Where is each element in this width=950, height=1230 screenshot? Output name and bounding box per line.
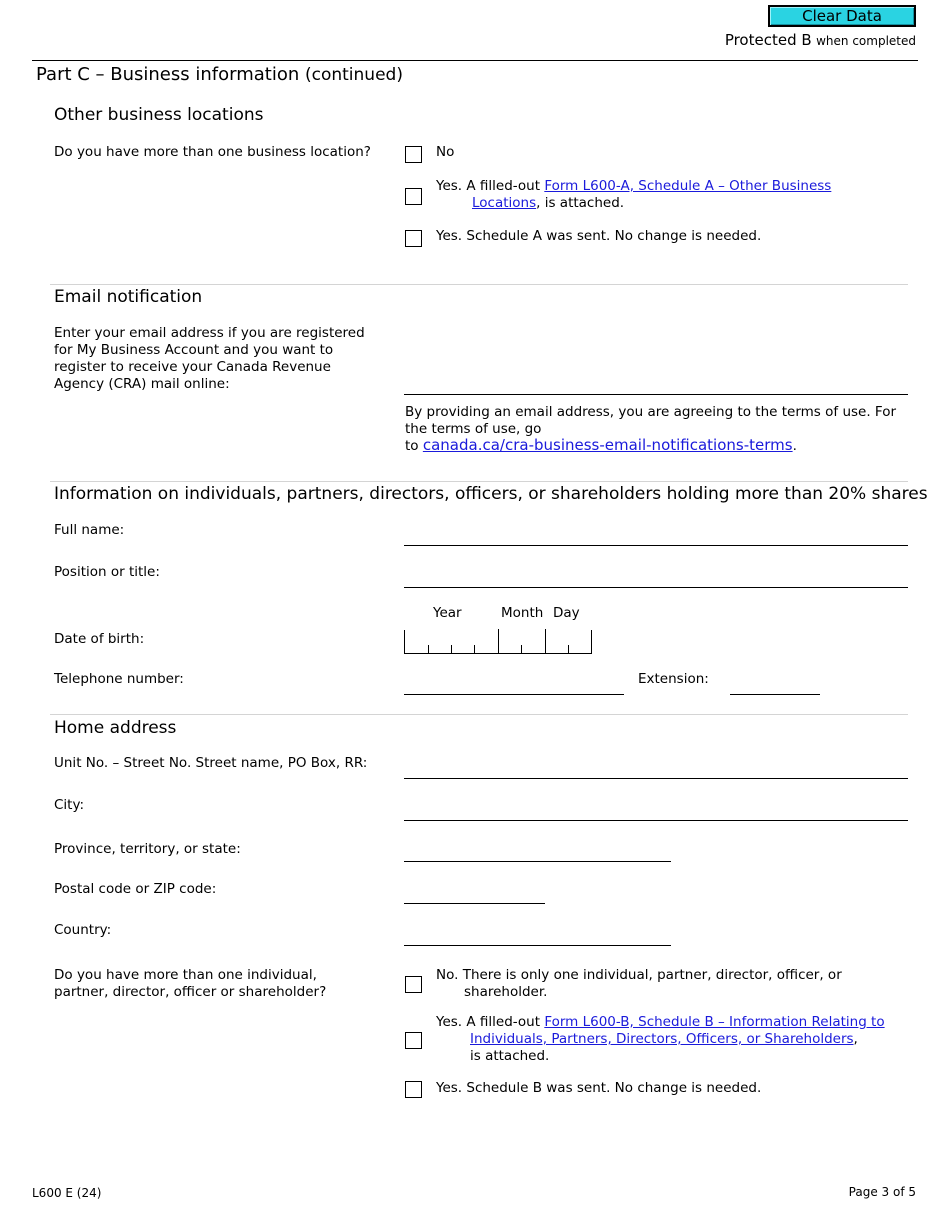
country-label: Country: [54,922,112,938]
page-number: Page 3 of 5 [848,1185,916,1199]
multiple-question-2: partner, director, officer or shareholder? [54,984,327,1000]
multiple-yes-sent-checkbox[interactable] [405,1081,422,1098]
dob-month-caption: Month [501,605,544,621]
multiple-no-label-2: shareholder. [464,984,548,1000]
schedule-b-link[interactable]: Form L600-B, Schedule B – Information Relating to [544,1014,885,1030]
email-prompt-1: Enter your email address if you are registered [54,325,365,341]
extension-label: Extension: [638,671,709,687]
email-prompt-2: for My Business Account and you want to [54,342,334,358]
multiple-question-1: Do you have more than one individual, [54,967,317,983]
country-input[interactable] [404,925,671,945]
email-prompt-4: Agency (CRA) mail online: [54,376,230,392]
location-yes-suffix: , is attached. [536,195,625,211]
section-divider [50,714,908,715]
email-terms-2: the terms of use, go [405,421,542,437]
dob-tick [451,645,452,653]
street-line [404,778,908,779]
dob-tick [474,645,475,653]
multiple-yes-prefix: Yes. A filled-out [436,1014,541,1030]
protected-b-label [725,31,916,49]
postal-line [404,903,545,904]
clear-data-button[interactable]: Clear Data [768,5,916,27]
position-label: Position or title: [54,564,160,580]
multiple-yes-sent-label: Yes. Schedule B was sent. No change is needed. [436,1080,762,1096]
location-yes-sent-label: Yes. Schedule A was sent. No change is needed. [436,228,762,244]
multiple-yes-comma: , [853,1031,858,1047]
email-prompt-3: register to receive your Canada Revenue [54,359,331,375]
dob-tick [521,645,522,653]
dob-tick [568,645,569,653]
home-address-heading: Home address [54,718,177,738]
part-title-text: Part C – Business information [36,64,300,85]
full-name-label: Full name: [54,522,125,538]
email-heading: Email notification [54,287,203,307]
multiple-yes-line2 [470,1031,858,1048]
email-terms-suffix: . [792,438,797,454]
province-input[interactable] [404,841,671,861]
form-code: L600 E (24) [32,1186,102,1200]
header-rule [32,60,918,61]
dob-year-caption: Year [433,605,462,621]
email-terms-3 [405,437,797,455]
country-line [404,945,671,946]
dob-day-caption: Day [553,605,580,621]
location-yes-attached-line2 [472,195,624,212]
city-input[interactable] [404,800,908,820]
multiple-no-label-1: No. There is only one individual, partner, director, officer, or [436,967,842,983]
extension-line [730,694,820,695]
province-line [404,861,671,862]
street-input[interactable] [404,758,908,778]
protected-b-text: Protected B [724,31,812,49]
multiple-yes-attached-checkbox[interactable] [405,1032,422,1049]
email-terms-prefix: to [405,438,423,454]
dob-divider [498,629,499,653]
location-yes-prefix: Yes. A filled-out [436,178,541,194]
schedule-a-link[interactable]: Form L600-A, Schedule A – Other Business [544,178,832,194]
other-locations-heading: Other business locations [54,105,264,125]
email-input[interactable] [404,374,908,394]
multiple-no-checkbox[interactable] [405,976,422,993]
location-no-label: No [436,144,455,160]
telephone-input[interactable] [404,674,624,694]
position-line [404,587,908,588]
section-divider [50,284,908,285]
full-name-input[interactable] [404,525,908,545]
province-label: Province, territory, or state: [54,841,241,857]
location-yes-attached-checkbox[interactable] [405,188,422,205]
multiple-yes-line1 [436,1014,885,1031]
city-label: City: [54,797,85,813]
part-title-suffix: (continued) [304,65,403,85]
protected-b-suffix: when completed [816,34,916,48]
postal-label: Postal code or ZIP code: [54,881,217,897]
dob-divider [545,629,546,653]
location-yes-sent-checkbox[interactable] [405,230,422,247]
city-line [404,820,908,821]
individuals-heading: Information on individuals, partners, directors, officers, or shareholders holding more than 20% shares [54,484,928,504]
date-of-birth-input[interactable] [404,630,592,654]
email-input-line [404,394,908,395]
location-no-checkbox[interactable] [405,146,422,163]
extension-input[interactable] [730,674,820,694]
position-input[interactable] [404,567,908,587]
postal-input[interactable] [404,883,545,903]
multiple-yes-line3: is attached. [470,1048,550,1064]
other-locations-question: Do you have more than one business location? [54,144,371,160]
schedule-b-link-cont[interactable]: Individuals, Partners, Directors, Officers, or Shareholders [470,1031,854,1047]
full-name-line [404,545,908,546]
section-divider [50,481,908,482]
telephone-label: Telephone number: [54,671,184,687]
email-terms-link[interactable]: canada.ca/cra-business-email-notifications-terms [422,436,793,454]
dob-label: Date of birth: [54,631,145,647]
location-yes-attached-label [436,178,831,195]
street-label: Unit No. – Street No. Street name, PO Box, RR: [54,755,368,771]
part-title [36,64,403,85]
email-terms-1: By providing an email address, you are agreeing to the terms of use. For [405,404,897,420]
telephone-line [404,694,624,695]
schedule-a-link-cont[interactable]: Locations [472,195,537,211]
dob-tick [428,645,429,653]
